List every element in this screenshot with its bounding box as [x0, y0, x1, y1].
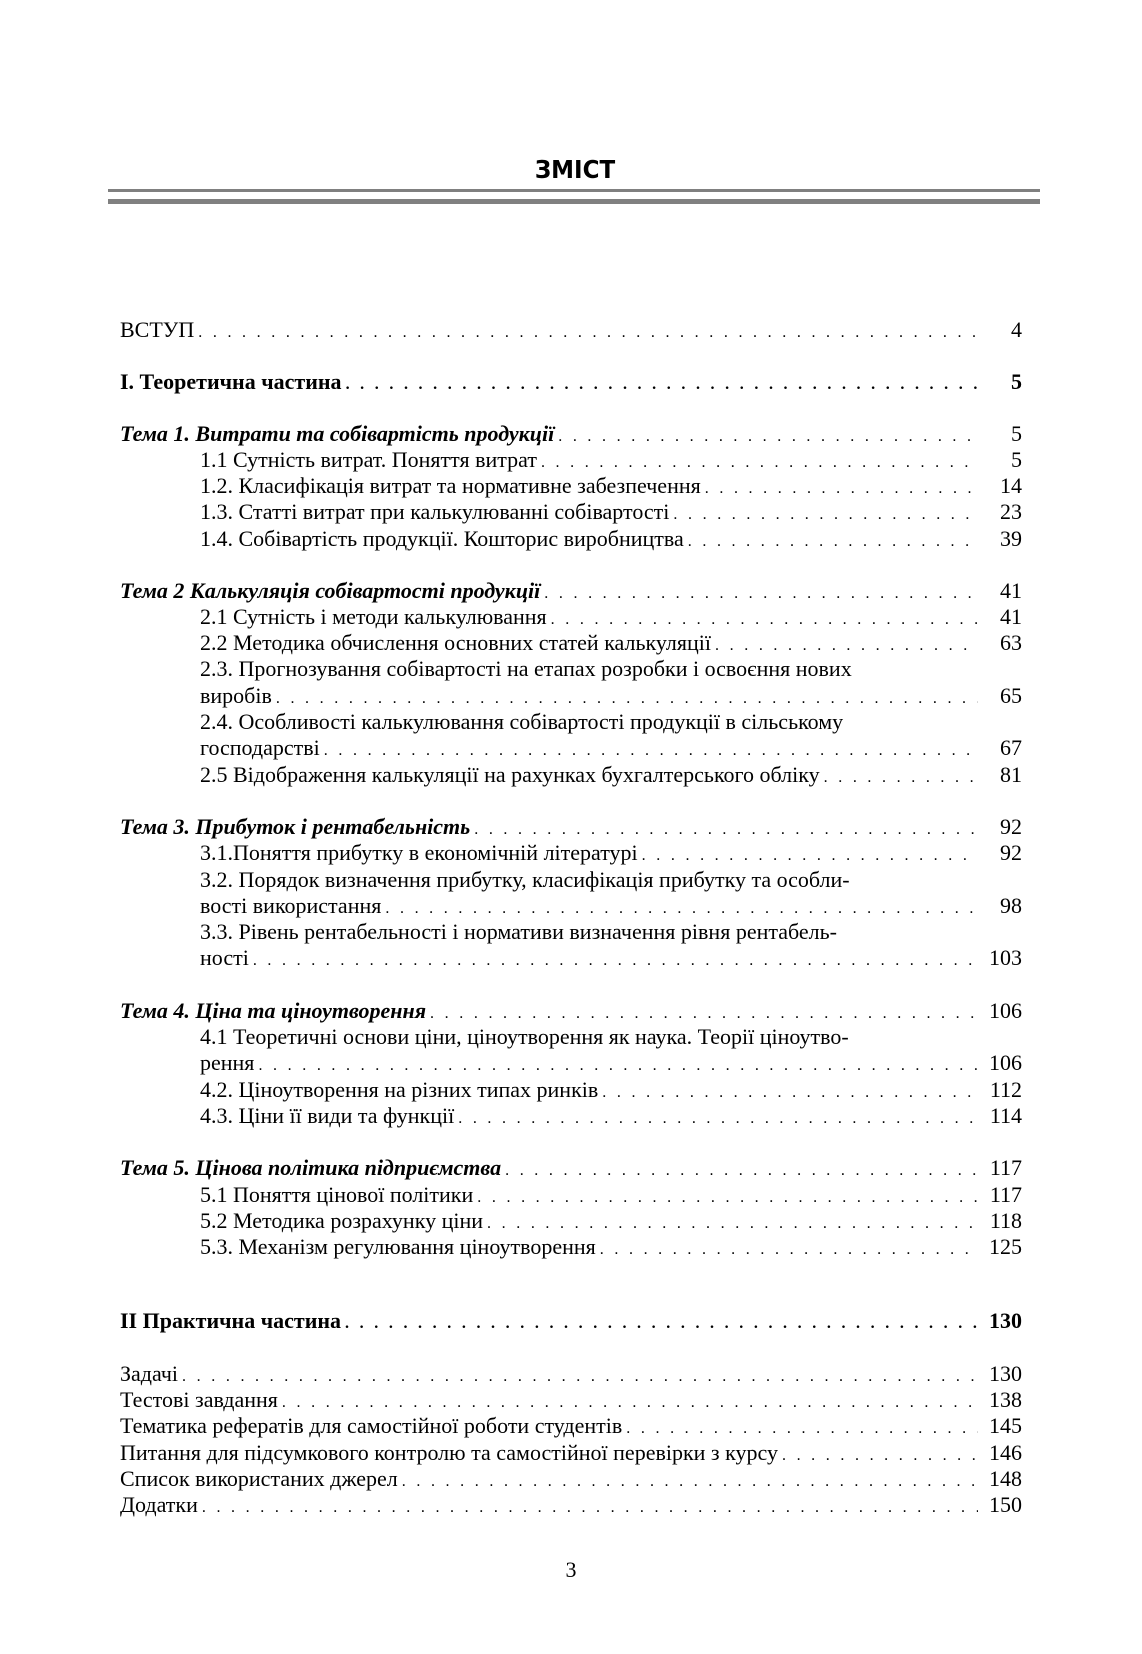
title-rule-thick: [108, 199, 1040, 204]
toc-entry-label: 5.2 Методика розрахунку ціни: [200, 1208, 487, 1234]
toc-entry-label: господарстві: [200, 735, 324, 761]
toc-entry-label: 1.3. Статті витрат при калькулюванні собівартості: [200, 499, 673, 525]
toc-entry-label: Тема 2 Калькуляція собівартості продукції: [120, 578, 544, 604]
toc-entry-label: Тема 3. Прибуток і рентабельність: [120, 814, 474, 840]
leader-dots: [402, 1466, 978, 1495]
toc-page-number: 39: [1000, 526, 1022, 551]
toc-page-number: 145: [989, 1413, 1022, 1438]
toc-entry-4-1[interactable]: [200, 1050, 1022, 1076]
toc-entry-label: Тема 4. Ціна та ціноутворення: [120, 998, 430, 1024]
toc-page-number: 114: [989, 1103, 1022, 1128]
toc-page-number: 148: [989, 1466, 1022, 1491]
toc-entry-3-3[interactable]: [200, 945, 1022, 971]
toc-entry-label: 4.3. Ціни її види та функції: [200, 1103, 458, 1129]
toc-entry-4-2[interactable]: [200, 1077, 1022, 1103]
toc-entry-2-4[interactable]: [200, 735, 1022, 761]
leader-dots: [782, 1440, 978, 1469]
leader-dots: [642, 840, 978, 869]
leader-dots: [474, 814, 978, 843]
leader-dots: [385, 893, 978, 922]
toc-entry-appendices[interactable]: [120, 1492, 1022, 1518]
toc-page-number: 63: [1000, 630, 1022, 655]
leader-dots: [346, 369, 978, 398]
toc-entry-label: 1.2. Класифікація витрат та нормативне забезпечення: [200, 473, 705, 499]
toc-entry-2-2[interactable]: [200, 630, 1022, 656]
toc-entry-4-1-line1[interactable]: 4.1 Теоретичні основи ціни, ціноутворення як наука. Теорії ціноутво-: [200, 1024, 849, 1049]
toc-entry-label: Тема 1. Витрати та собівартість продукції: [120, 421, 558, 447]
toc-entry-4-3[interactable]: [200, 1103, 1022, 1129]
leader-dots: [253, 945, 978, 974]
toc-page-number: 92: [1000, 814, 1022, 839]
leader-dots: [258, 1050, 978, 1079]
toc-page-number: 130: [989, 1308, 1022, 1333]
leader-dots: [673, 499, 978, 528]
toc-entry-label: Список використаних джерел: [120, 1466, 402, 1492]
toc-entry-tests[interactable]: [120, 1387, 1022, 1413]
toc-page-number: 125: [989, 1234, 1022, 1259]
toc-page-number: 150: [989, 1492, 1022, 1517]
toc-entry-label: Тема 5. Цінова політика підприємства: [120, 1155, 505, 1181]
toc-page-number: 41: [1000, 578, 1022, 603]
toc-page-number: 117: [989, 1155, 1022, 1180]
leader-dots: [688, 526, 978, 555]
toc-page-number: 106: [989, 1050, 1022, 1075]
toc-entry-topic1[interactable]: [120, 421, 1022, 447]
toc-entry-topic5[interactable]: [120, 1155, 1022, 1181]
toc-entry-label: 3.1.Поняття прибутку в економічній літературі: [200, 840, 642, 866]
leader-dots: [202, 1492, 978, 1521]
toc-entry-label: 2.5 Відображення калькуляції на рахунках бухгалтерського обліку: [200, 762, 824, 788]
toc-entry-label: 1.4. Собівартість продукції. Кошторис виробництва: [200, 526, 688, 552]
toc-page-number: 146: [989, 1440, 1022, 1465]
toc-page-number: 106: [989, 998, 1022, 1023]
leader-dots: [276, 683, 978, 712]
toc-page-number: 65: [1000, 683, 1022, 708]
toc-page-number: 81: [1000, 762, 1022, 787]
toc-entry-topic3[interactable]: [120, 814, 1022, 840]
toc-entry-topic4[interactable]: [120, 998, 1022, 1024]
toc-page-number: 117: [989, 1182, 1022, 1207]
toc-entry-label: II Практична частина: [120, 1308, 345, 1334]
toc-entry-label: Питання для підсумкового контролю та самостійної перевірки з курсу: [120, 1440, 782, 1466]
toc-page-number: 98: [1000, 893, 1022, 918]
toc-entry-references[interactable]: [120, 1466, 1022, 1492]
toc-entry-label: виробів: [200, 683, 276, 709]
toc-entry-5-3[interactable]: [200, 1234, 1022, 1260]
toc-page-number: 5: [1011, 447, 1022, 472]
title-rule-thin: [108, 189, 1040, 192]
toc-entry-label: Задачі: [120, 1361, 182, 1387]
leader-dots: [324, 735, 978, 764]
page-title: ЗМІСТ: [534, 155, 616, 184]
toc-page-number: 4: [1011, 317, 1022, 342]
toc-entry-3-2-line1[interactable]: 3.2. Порядок визначення прибутку, класифікація прибутку та особли-: [200, 867, 850, 892]
leader-dots: [487, 1208, 978, 1237]
leader-dots: [551, 604, 978, 633]
toc-entry-label: 2.2 Методика обчислення основних статей калькуляції: [200, 630, 715, 656]
toc-entry-label: 5.1 Поняття цінової політики: [200, 1182, 477, 1208]
toc-page-number: 138: [989, 1387, 1022, 1412]
toc-entry-label: Додатки: [120, 1492, 202, 1518]
toc-entry-part1[interactable]: [120, 369, 1022, 395]
toc-entry-tasks[interactable]: [120, 1361, 1022, 1387]
leader-dots: [505, 1155, 978, 1184]
leader-dots: [544, 578, 978, 607]
toc-entry-5-1[interactable]: [200, 1182, 1022, 1208]
toc-entry-2-3[interactable]: [200, 683, 1022, 709]
toc-entry-label: 2.1 Сутність і методи калькулювання: [200, 604, 551, 630]
toc-entry-label: ВСТУП: [120, 317, 198, 343]
page-number: 3: [565, 1557, 577, 1582]
toc-entry-label: Тематика рефератів для самостійної роботи студентів: [120, 1413, 626, 1439]
leader-dots: [282, 1387, 978, 1416]
toc-entry-essay-topics[interactable]: [120, 1413, 1022, 1439]
leader-dots: [705, 473, 978, 502]
leader-dots: [600, 1234, 978, 1263]
toc-entry-2-5[interactable]: [200, 762, 1022, 788]
toc-entry-label: Тестові завдання: [120, 1387, 282, 1413]
toc-entry-3-2[interactable]: [200, 893, 1022, 919]
toc-entry-2-4-line1[interactable]: 2.4. Особливості калькулювання собівартості продукції в сільському: [200, 709, 844, 734]
toc-page-number: 130: [989, 1361, 1022, 1386]
leader-dots: [477, 1182, 978, 1211]
leader-dots: [715, 630, 978, 659]
toc-entry-label: 5.3. Механізм регулювання ціноутворення: [200, 1234, 600, 1260]
toc-entry-1-3[interactable]: [200, 499, 1022, 525]
leader-dots: [430, 998, 978, 1027]
toc-entry-2-3-line1[interactable]: 2.3. Прогнозування собівартості на етапах розробки і освоєння нових: [200, 656, 852, 681]
toc-entry-topic2[interactable]: [120, 578, 1022, 604]
leader-dots: [182, 1361, 978, 1390]
leader-dots: [198, 317, 978, 346]
toc-entry-control-questions[interactable]: [120, 1440, 1022, 1466]
toc-entry-label: ності: [200, 945, 253, 971]
toc-page-number: 14: [1000, 473, 1022, 498]
leader-dots: [626, 1413, 978, 1442]
toc-entry-2-1[interactable]: [200, 604, 1022, 630]
leader-dots: [558, 421, 978, 450]
toc-entry-1-4[interactable]: [200, 526, 1022, 552]
toc-entry-3-3-line1[interactable]: 3.3. Рівень рентабельності і нормативи визначення рівня рентабель-: [200, 919, 838, 944]
leader-dots: [602, 1077, 978, 1106]
toc-entry-5-2[interactable]: [200, 1208, 1022, 1234]
leader-dots: [345, 1308, 978, 1337]
toc-page-number: 5: [1011, 369, 1022, 394]
toc-page-number: 103: [989, 945, 1022, 970]
toc-entry-part2[interactable]: [120, 1308, 1022, 1334]
toc-page-number: 118: [989, 1208, 1022, 1233]
toc-page-number: 112: [989, 1077, 1022, 1102]
toc-entry-label: 4.2. Ціноутворення на різних типах ринків: [200, 1077, 602, 1103]
toc-entry-label: 1.1 Сутність витрат. Поняття витрат: [200, 447, 541, 473]
toc-page-number: 23: [1000, 499, 1022, 524]
leader-dots: [541, 447, 978, 476]
toc-page-number: 67: [1000, 735, 1022, 760]
toc-entry-label: рення: [200, 1050, 258, 1076]
toc-entry-1-2[interactable]: [200, 473, 1022, 499]
toc-entry-1-1[interactable]: [200, 447, 1022, 473]
toc-page-number: 5: [1011, 421, 1022, 446]
toc-entry-label: I. Теоретична частина: [120, 369, 346, 395]
toc-entry-3-1[interactable]: [200, 840, 1022, 866]
leader-dots: [824, 762, 978, 791]
leader-dots: [458, 1103, 978, 1132]
toc-entry-intro[interactable]: [120, 317, 1022, 343]
toc-page-number: 92: [1000, 840, 1022, 865]
toc-entry-label: вості використання: [200, 893, 385, 919]
toc-page-number: 41: [1000, 604, 1022, 629]
